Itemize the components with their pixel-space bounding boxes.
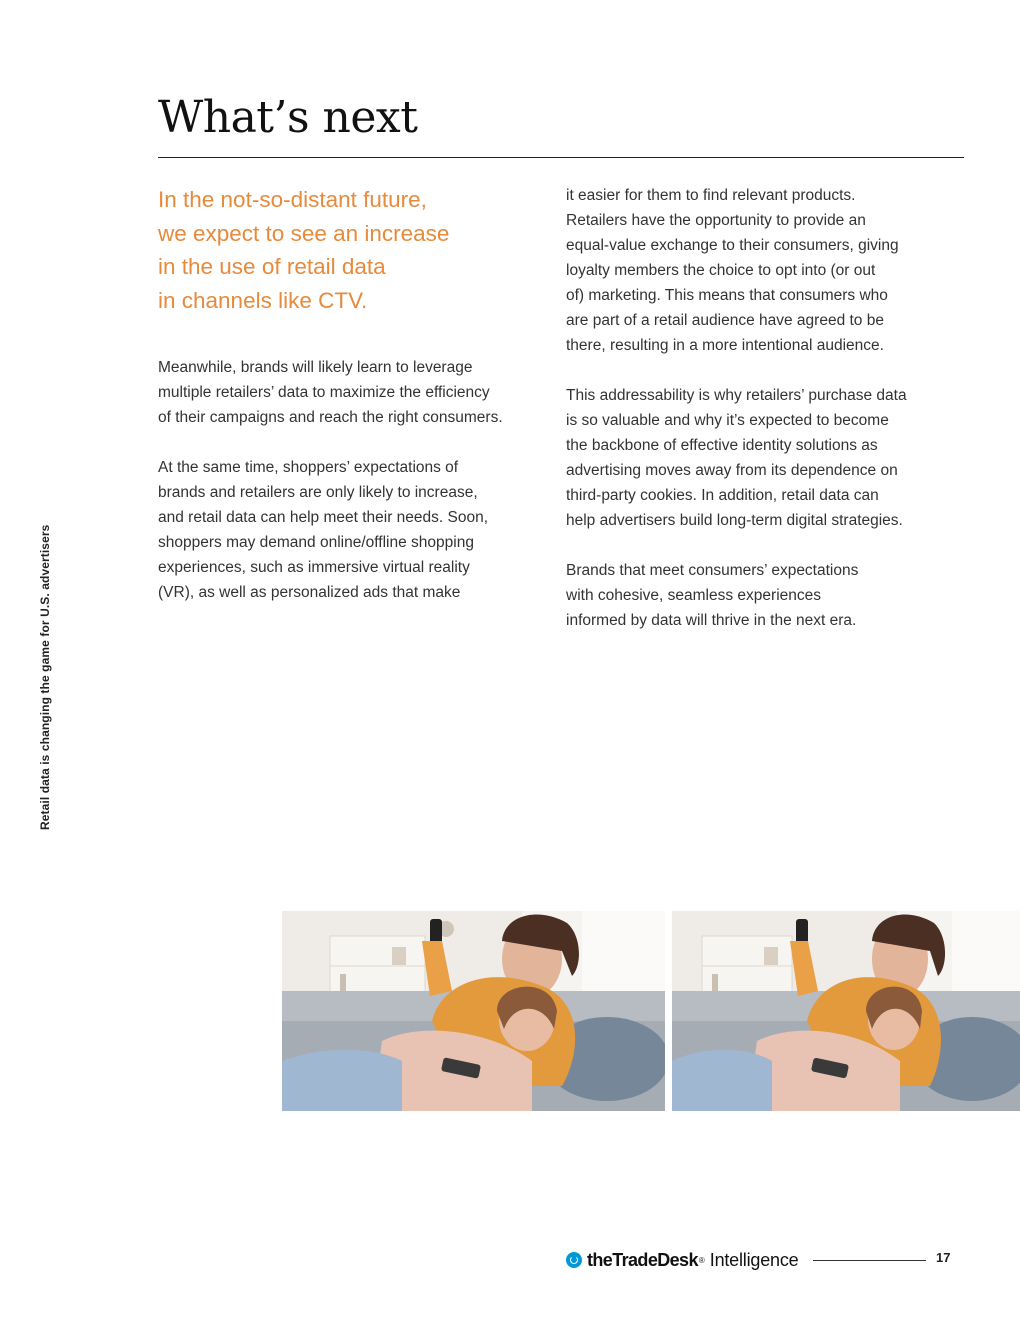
pull-quote: In the not-so-distant future, we expect to see an increase in the use of retail data in channels like CTV. bbox=[158, 187, 450, 313]
left-column bbox=[158, 183, 553, 630]
tradedesk-logo-icon bbox=[566, 1252, 582, 1268]
page-title: What’s next bbox=[158, 92, 418, 143]
body-paragraph: Meanwhile, brands will likely learn to leverage multiple retailers’ data to maximize the efficiency of their campaigns and reach the right consumers. bbox=[158, 359, 503, 426]
logo-brand-text: theTradeDesk bbox=[587, 1249, 698, 1270]
title-divider bbox=[158, 157, 964, 158]
page-number: 17 bbox=[936, 1250, 951, 1265]
couple-watching-tv-photo bbox=[672, 911, 1020, 1111]
thetradedesk-intelligence-logo bbox=[566, 1246, 798, 1274]
body-paragraph: it easier for them to find relevant products. Retailers have the opportunity to provide an equal-value exchange to their consumers, giving loyalty members the choice to opt into (or out of) marketing. This means that consumers who are part of a retail audience have agreed to be there, resulting in a more intentional audience. bbox=[566, 187, 899, 354]
body-paragraph: At the same time, shoppers’ expectations of brands and retailers are only likely to increase, and retail data can help meet their needs. Soon, shoppers may demand online/offline shopping experiences, such as immersive virtual reality (VR), as well as personalized ads that make bbox=[158, 459, 489, 601]
body-paragraph: This addressability is why retailers’ purchase data is so valuable and why it’s expected to become the backbone of effective identity solutions as advertising moves away from its dependence on third-party cookies. In addition, retail data can help advertisers build long-term digital strategies. bbox=[566, 387, 907, 529]
right-column bbox=[566, 183, 964, 658]
logo-subbrand-text: Intelligence bbox=[709, 1249, 799, 1270]
body-paragraph: Brands that meet consumers’ expectations with cohesive, seamless experiences informed by data will thrive in the next era. bbox=[566, 562, 859, 629]
logo-trademark: ® bbox=[698, 1255, 705, 1265]
side-running-title: Retail data is changing the game for U.S. advertisers bbox=[38, 524, 52, 830]
couple-watching-tv-photo bbox=[282, 911, 665, 1111]
footer-divider bbox=[813, 1260, 926, 1261]
